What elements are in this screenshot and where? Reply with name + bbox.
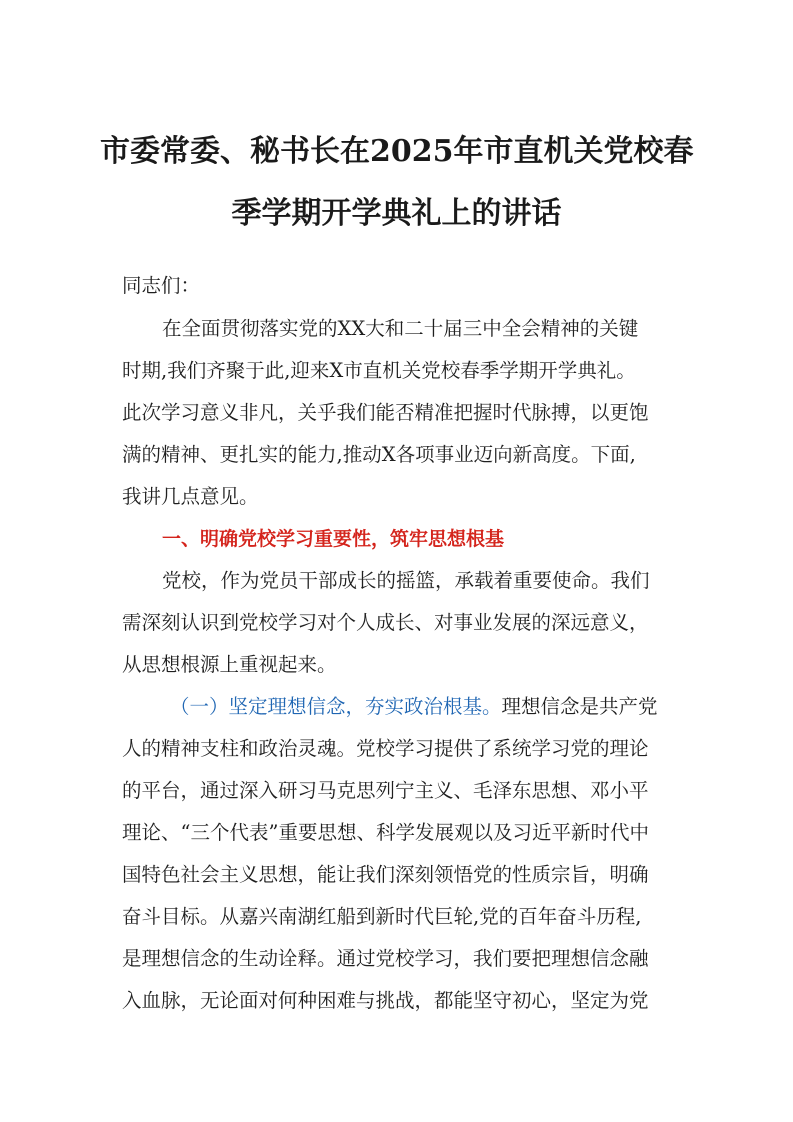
intro-line: 时期,我们齐聚于此,迎来X市直机关党校春季学期开学典礼。 xyxy=(122,359,636,382)
intro-line: 我讲几点意见。 xyxy=(122,485,259,508)
intro-line: 此次学习意义非凡，关乎我们能否精准把握时代脉搏，以更饱 xyxy=(122,401,649,424)
intro-line: 在全面贯彻落实党的XX大和二十届三中全会精神的关键 xyxy=(162,317,639,340)
salutation: 同志们： xyxy=(122,274,201,297)
subsection-line: 理论、“三个代表”重要思想、科学发展观以及习近平新时代中 xyxy=(122,821,649,844)
subsection-first-line xyxy=(170,694,690,720)
subsection-line: 是理想信念的生动诠释。通过党校学习，我们要把理想信念融 xyxy=(122,947,649,970)
section-line: 党校，作为党员干部成长的摇篮，承载着重要使命。我们 xyxy=(162,569,650,592)
section-heading-1: 一、明确党校学习重要性，筑牢思想根基 xyxy=(162,528,505,550)
intro-line: 满的精神、更扎实的能力,推动X各项事业迈向新高度。下面, xyxy=(122,443,636,466)
subsection-line: 国特色社会主义思想，能让我们深刻领悟党的性质宗旨，明确 xyxy=(122,863,649,886)
subsection-first-line-rest: 理想信念是共产党 xyxy=(501,695,658,718)
subsection-heading-1: （一）坚定理想信念，夯实政治根基。 xyxy=(170,695,502,718)
section-line: 从思想根源上重视起来。 xyxy=(122,653,337,676)
document-title-line-1: 市委常委、秘书长在2025年市直机关党校春 xyxy=(100,134,694,169)
subsection-line: 的平台，通过深入研习马克思列宁主义、毛泽东思想、邓小平 xyxy=(122,779,649,802)
subsection-line: 人的精神支柱和政治灵魂。党校学习提供了系统学习党的理论 xyxy=(122,737,649,760)
document-title-line-2: 季学期开学典礼上的讲话 xyxy=(231,196,562,231)
section-line: 需深刻认识到党校学习对个人成长、对事业发展的深远意义， xyxy=(122,611,649,634)
subsection-line: 奋斗目标。从嘉兴南湖红船到新时代巨轮,党的百年奋斗历程, xyxy=(122,905,642,928)
subsection-line: 入血脉，无论面对何种困难与挑战，都能坚守初心，坚定为党 xyxy=(122,989,649,1012)
